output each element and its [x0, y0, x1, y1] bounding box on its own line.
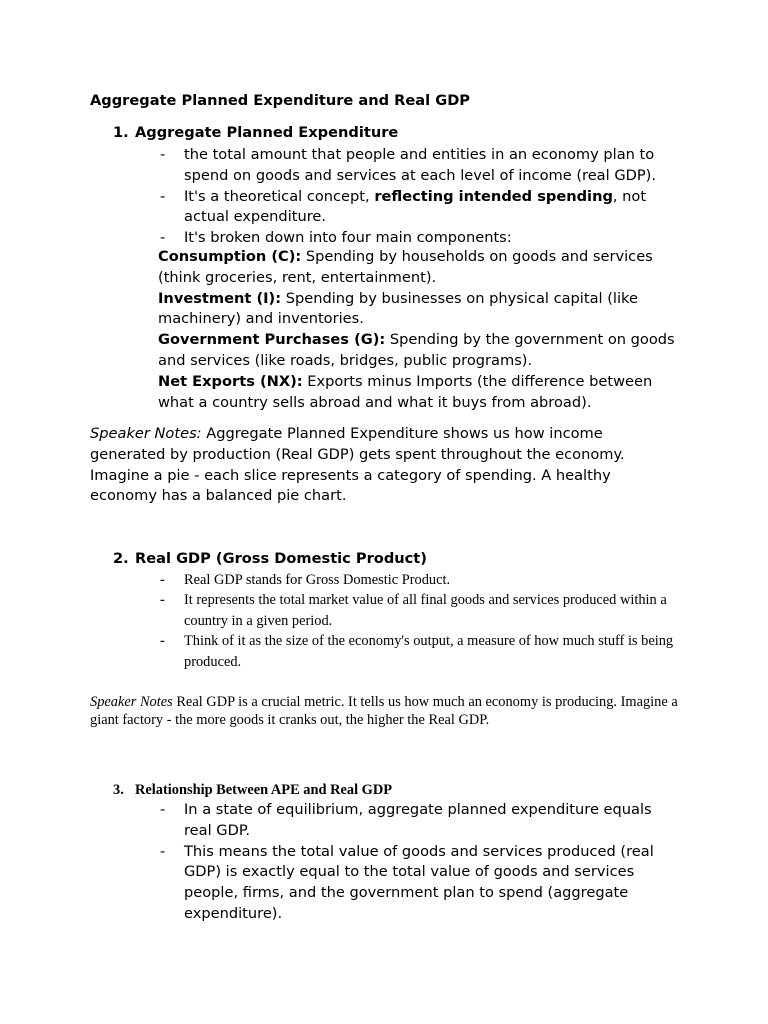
list-item [160, 800, 680, 842]
component-description: Spending by businesses on physical capital (like machinery) and inventories. [158, 289, 638, 328]
list-item [160, 842, 680, 925]
document-title: Aggregate Planned Expenditure and Real GDP [90, 92, 471, 109]
section-2-bullet-list [160, 570, 680, 672]
bullet-text: In a state of equilibrium, aggregate planned expenditure equals real GDP. [184, 801, 652, 839]
component-consumption [158, 247, 678, 289]
section-3-bullet-list [160, 800, 680, 925]
section-2-title: Real GDP (Gross Domestic Product) [135, 550, 427, 567]
bullet-text: This means the total value of goods and services produced (real GDP) is exactly equal to the total value of goods and services people, firms, and the government plan to spend (aggregate expenditure). [184, 842, 654, 922]
speaker-notes-text: Real GDP is a crucial metric. It tells us how much an economy is producing. Imagine a giant factory - the more goods it cranks out, the higher the Real GDP. [90, 694, 678, 728]
bullet-dash: - [160, 842, 166, 860]
bullet-dash: - [160, 572, 165, 588]
bullet-text: , not actual expenditure. [184, 187, 647, 226]
bullet-emphasis: reflecting intended spending [374, 187, 613, 205]
bullet-dash: - [160, 801, 166, 818]
section-1-number: 1. [113, 124, 129, 141]
section-2-number: 2. [113, 550, 129, 567]
component-net-exports [158, 372, 678, 414]
section-2-speaker-notes [90, 693, 680, 729]
bullet-text: It's a theoretical concept, [184, 187, 375, 205]
component-term: Consumption (C): [158, 248, 302, 265]
component-term: Investment (I): [158, 289, 282, 307]
list-item [160, 590, 680, 631]
section-2-heading [113, 549, 427, 570]
section-3-heading [113, 782, 392, 799]
bullet-text: It represents the total market value of all final goods and services produced within a country in a given period. [184, 592, 667, 629]
list-item [160, 228, 680, 249]
component-term: Net Exports (NX): [158, 372, 303, 390]
section-1-bullet-list [160, 145, 680, 249]
bullet-dash: - [160, 187, 166, 205]
section-1-speaker-notes [90, 424, 680, 507]
speaker-notes-label: Speaker Notes [90, 694, 173, 710]
list-item [160, 631, 680, 672]
section-3-number: 3. [113, 782, 124, 798]
component-government-purchases [158, 330, 678, 372]
bullet-text: the total amount that people and entities in an economy plan to spend on goods and services at each level of income (real GDP). [184, 146, 656, 184]
section-1-heading [113, 123, 398, 144]
speaker-notes-text: Aggregate Planned Expenditure shows us how income generated by production (Real GDP) gets spent throughout the economy. Imagine a pie - each slice represents a category of spending. A healthy economy has a balanced pie chart. [90, 425, 625, 505]
components-list [158, 247, 678, 413]
component-description: Exports minus Imports (the difference between what a country sells abroad and what it buys from abroad). [158, 372, 653, 411]
bullet-text: Real GDP stands for Gross Domestic Product. [184, 572, 451, 588]
bullet-dash: - [160, 592, 165, 609]
list-item [160, 187, 680, 229]
bullet-dash: - [160, 633, 165, 650]
component-investment [158, 289, 678, 331]
bullet-text: It's broken down into four main components: [184, 229, 512, 247]
bullet-dash: - [160, 229, 166, 247]
section-1-title: Aggregate Planned Expenditure [135, 124, 399, 141]
component-description: Spending by households on goods and services (think groceries, rent, entertainment). [158, 248, 653, 286]
list-item [160, 570, 680, 590]
list-item [160, 145, 680, 187]
section-3-title: Relationship Between APE and Real GDP [135, 782, 393, 798]
bullet-dash: - [160, 146, 166, 163]
component-term: Government Purchases (G): [158, 331, 386, 349]
bullet-text: Think of it as the size of the economy's output, a measure of how much stuff is being produced. [184, 633, 674, 670]
speaker-notes-label: Speaker Notes: [90, 425, 202, 442]
component-description: Spending by the government on goods and services (like roads, bridges, public programs). [158, 331, 675, 369]
